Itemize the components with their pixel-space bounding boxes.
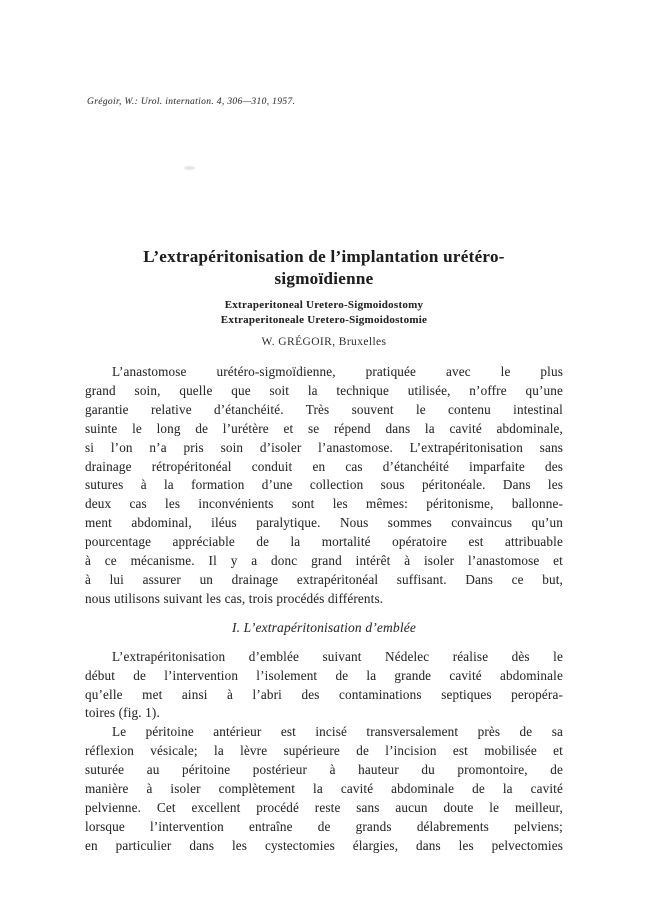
text-line: si l’on n’a pris soin d’isoler l’anastomose. L’extrapéritonisation sans [85, 439, 563, 455]
journal-citation: Grégoir, W.: Urol. internation. 4, 306—310, 1957. [87, 97, 296, 107]
text-line: Le péritoine antérieur est incisé transversalement près de sa [112, 724, 563, 740]
article-title [85, 246, 563, 289]
scan-smudge [184, 166, 195, 170]
text-line: grand soin, quelle que soit la technique utilisée, n’offre qu’une [85, 382, 563, 398]
nedelec-paragraph [85, 648, 563, 724]
article-content [85, 246, 563, 856]
technique-paragraph [85, 723, 563, 855]
section-1-heading: I. L’extrapéritonisation d’emblée [231, 619, 417, 635]
text-line: début de l’intervention l’isolement de la grande cavité abdominale [85, 667, 563, 683]
body-blocks [85, 363, 563, 856]
text-line: en particulier dans les cystectomies élargies, dans les pelvectomies [85, 837, 563, 853]
text-line: nous utilisons suivant les cas, trois procédés différents. [85, 590, 384, 606]
subtitle-english: Extraperitoneal Uretero-Sigmoidostomy [224, 299, 424, 311]
text-line: pelvienne. Cet excellent procédé reste sans aucun doute le meilleur, [85, 799, 563, 815]
text-line: deux cas les inconvénients sont les mêmes: péritonisme, ballonne- [85, 496, 563, 512]
text-line: qu’elle met ainsi à l’abri des contaminations septiques peropéra- [85, 686, 563, 702]
text-line: manière à isoler complètement la cavité abdominale de la cavité [85, 781, 563, 797]
translated-subtitles [85, 298, 563, 327]
text-line: sutures à la formation d’une collection sous péritonéale. Dans les [85, 477, 563, 493]
subtitle-german: Extraperitoneale Uretero-Sigmoidostomie [220, 313, 428, 326]
text-line: suturée au péritoine postérieur à hauteur du promontoire, de [85, 762, 563, 778]
article-title-line-1: L’extrapéritonisation de l’implantation urétéro- [143, 247, 505, 266]
author-line: W. GRÉGOIR, Bruxelles [261, 336, 387, 348]
text-line: pourcentage appréciable de la mortalité opératoire est attribuable [85, 534, 563, 550]
text-line: toires (fig. 1). [85, 705, 160, 721]
text-line: suinte le long de l’urétère et se répend dans la cavité abdominale, [85, 420, 563, 436]
intro-paragraph [85, 363, 563, 609]
text-line: réflexion vésicale; la lèvre supérieure de l’incision est mobilisée et [85, 743, 563, 759]
text-line: lorsque l’intervention entraîne de grands délabrements pelviens; [85, 818, 563, 834]
text-line: drainage rétropéritonéal conduit en cas d’étanchéité imparfaite des [85, 458, 563, 474]
text-line: garantie relative d’étanchéité. Très souvent le contenu intestinal [85, 401, 563, 417]
text-line: à lui assurer un drainage extrapéritonéal suffisant. Dans ce but, [85, 571, 563, 587]
text-line: L’anastomose urétéro-sigmoïdienne, pratiquée avec le plus [112, 364, 563, 379]
text-line: à ce mécanisme. Il y a donc grand intérêt à isoler l’anastomose et [85, 553, 563, 569]
article-title-line-2: sigmoïdienne [274, 268, 374, 288]
text-line: ment abdominal, iléus paralytique. Nous sommes convaincus qu’un [85, 515, 563, 531]
text-line: L’extrapéritonisation d’emblée suivant Nédelec réalise dès le [112, 648, 563, 664]
